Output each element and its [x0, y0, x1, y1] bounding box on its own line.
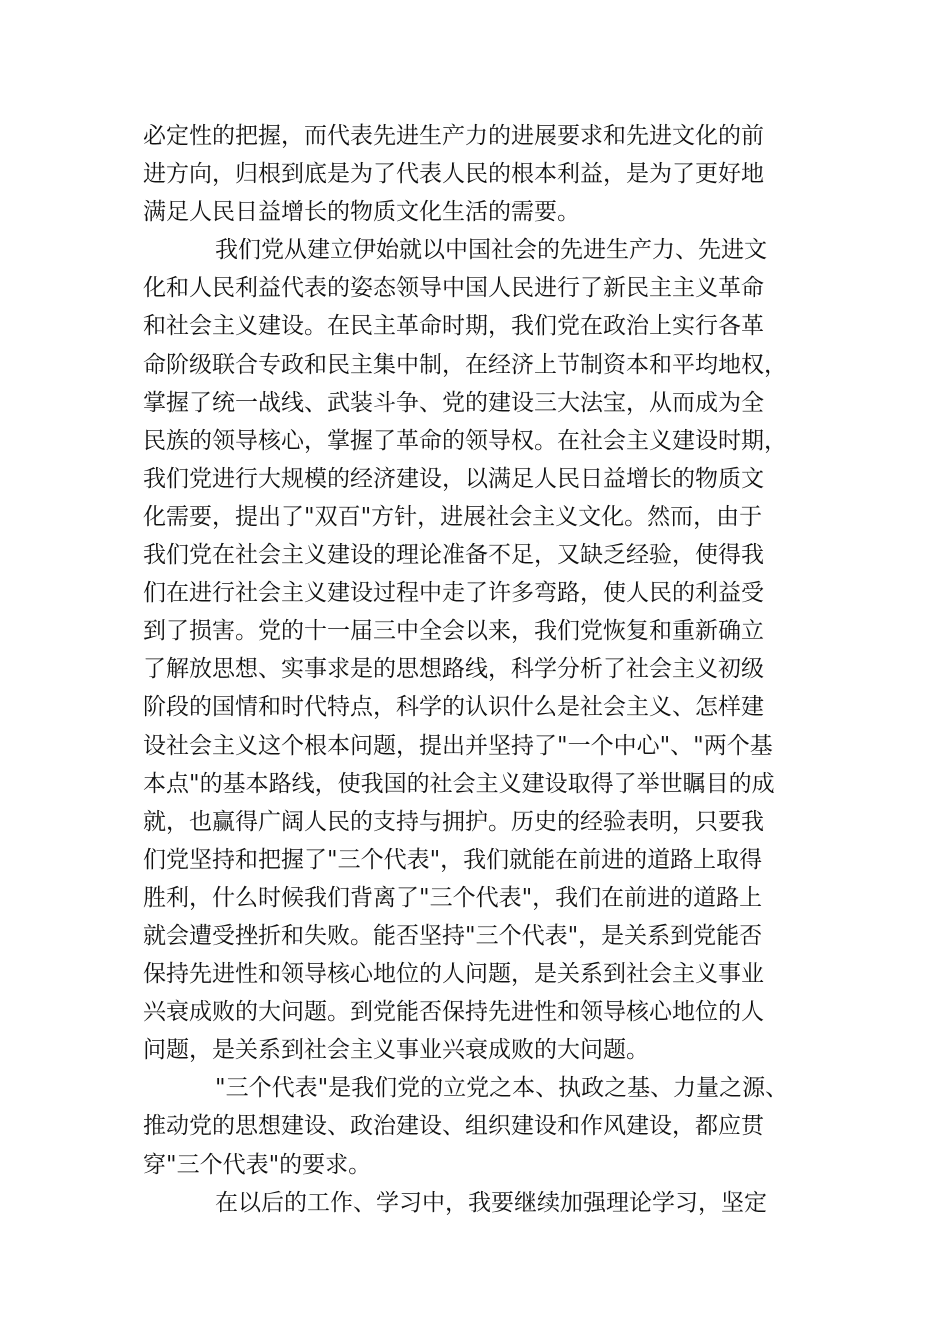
text-line: 掌握了统一战线、武装斗争、党的建设三大法宝，从而成为全	[143, 389, 764, 416]
text-line: 满足人民日益增长的物质文化生活的需要。	[143, 199, 580, 226]
text-line: 民族的领导核心，掌握了革命的领导权。在社会主义建设时期，	[143, 427, 787, 454]
text-line: 们党坚持和把握了"三个代表"，我们就能在前进的道路上取得	[143, 846, 763, 873]
text-line: 我们党从建立伊始就以中国社会的先进生产力、先进文	[215, 237, 767, 264]
text-line: 们在进行社会主义建设过程中走了许多弯路，使人民的利益受	[143, 580, 764, 607]
paragraph-2	[143, 231, 823, 1069]
text-line: 胜利，什么时候我们背离了"三个代表"，我们在前进的道路上	[143, 884, 763, 911]
text-line: 推动党的思想建设、政治建设、组织建设和作风建设，都应贯	[143, 1113, 764, 1140]
text-line: 到了损害。党的十一届三中全会以来，我们党恢复和重新确立	[143, 618, 764, 645]
text-line: 命阶级联合专政和民主集中制，在经济上节制资本和平均地权，	[143, 351, 787, 378]
text-line: 兴衰成败的大问题。到党能否保持先进性和领导核心地位的人	[143, 999, 764, 1026]
text-line: 在以后的工作、学习中，我要继续加强理论学习，坚定	[215, 1189, 767, 1216]
text-line: 了解放思想、实事求是的思想路线，科学分析了社会主义初级	[143, 656, 764, 683]
text-line: 保持先进性和领导核心地位的人问题，是关系到社会主义事业	[143, 961, 764, 988]
text-line: 化和人民利益代表的姿态领导中国人民进行了新民主主义革命	[143, 275, 764, 302]
text-line: 阶段的国情和时代特点，科学的认识什么是社会主义、怎样建	[143, 694, 764, 721]
text-line: 就会遭受挫折和失败。能否坚持"三个代表"，是关系到党能否	[143, 922, 763, 949]
text-line: 我们党在社会主义建设的理论准备不足，又缺乏经验，使得我	[143, 542, 764, 569]
text-line: 化需要，提出了"双百"方针，进展社会主义文化。然而，由于	[143, 503, 763, 530]
text-line: 问题，是关系到社会主义事业兴衰成败的大问题。	[143, 1037, 649, 1064]
text-line: "三个代表"是我们党的立党之本、执政之基、力量之源、	[215, 1075, 789, 1102]
paragraph-3	[143, 1069, 823, 1183]
paragraph-1	[143, 117, 823, 231]
text-line: 必定性的把握，而代表先进生产力的进展要求和先进文化的前	[143, 123, 764, 149]
paragraph-4	[143, 1184, 823, 1222]
text-line: 就，也赢得广阔人民的支持与拥护。历史的经验表明，只要我	[143, 808, 764, 835]
text-line: 我们党进行大规模的经济建设，以满足人民日益增长的物质文	[143, 465, 764, 492]
text-line: 和社会主义建设。在民主革命时期，我们党在政治上实行各革	[143, 313, 764, 340]
text-line: 穿"三个代表"的要求。	[143, 1151, 372, 1178]
text-line: 设社会主义这个根本问题，提出并坚持了"一个中心"、"两个基	[143, 732, 773, 759]
text-line: 进方向，归根到底是为了代表人民的根本利益，是为了更好地	[143, 161, 764, 188]
text-line: 本点"的基本路线，使我国的社会主义建设取得了举世瞩目的成	[143, 770, 775, 797]
document-body	[143, 117, 823, 1222]
